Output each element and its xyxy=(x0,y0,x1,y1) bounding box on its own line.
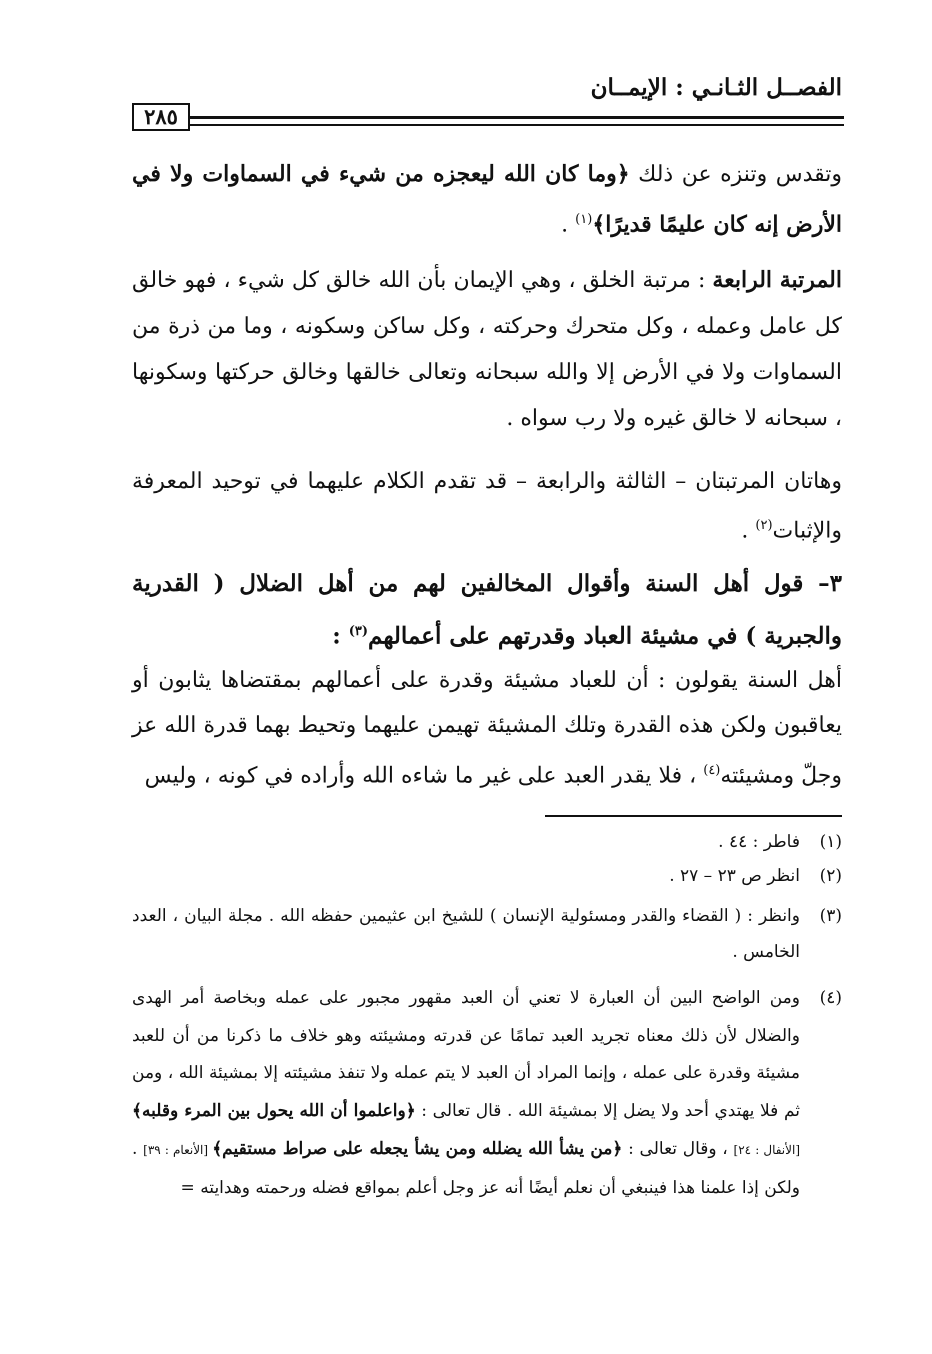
fn4-text-c: . ولكن إذا علمنا هذا فينبغي أن نعلم أيضًا أنه عز وجل أعلم بمواقع فضله ورحمته وهدايته = xyxy=(132,1139,800,1198)
paragraph-1 xyxy=(132,152,842,247)
p1-end: . xyxy=(561,212,576,238)
footnote-separator xyxy=(545,815,842,817)
section-heading xyxy=(132,560,842,661)
running-title: الفصــل الثـانـي : الإيمــان xyxy=(590,74,842,101)
footnote-ref-3[interactable]: (٣) xyxy=(348,624,369,639)
fn4-ref-1: [الأنفال : ٢٤] xyxy=(733,1143,801,1157)
section-heading-text: ٣– قول أهل السنة وأقوال المخالفين لهم من أهل الضلال ( القدرية والجبرية ) في مشيئة العباد وقدرتهم على أعمالهم xyxy=(132,570,842,650)
footnote-text: وانظر : ( القضاء والقدر ومسئولية الإنسان ) للشيخ ابن عثيمين حفظه الله . مجلة البيان ، العدد الخامس . xyxy=(132,906,800,962)
p1-quran-quote: ﴿وما كان الله ليعجزه من شيء في السماوات ولا في الأرض إنه كان عليمًا قديرًا﴾ xyxy=(132,161,842,238)
header-rule-thick xyxy=(190,116,844,119)
paragraph-3 xyxy=(132,460,842,553)
footnote-number: (٢) xyxy=(819,866,842,886)
footnote-3 xyxy=(132,898,842,970)
p2-heading: المرتبة الرابعة xyxy=(712,267,842,293)
fn4-quran-quote-2: ﴿من يشأ الله يضلله ومن يشأ يجعله على صراط مستقيم﴾ xyxy=(212,1139,623,1159)
p5-text: أهل السنة يقولون : أن للعباد مشيئة وقدرة على أعمالهم بمقتضاها يثابون أو يعاقبون ولكن هذه القدرة وتلك المشيئة تهيمن عليهما وتحيط بهما قدرة الله عز وجلّ ومشيئته xyxy=(132,668,842,789)
footnote-number: (٣) xyxy=(819,906,842,926)
p2-text: : مرتبة الخلق ، وهي الإيمان بأن الله خالق كل شيء ، فهو خالق كل عامل وعمله ، وكل متحرك وحركته ، وكل ساكن وسكونه ، وما من ذرة من السماوات ولا في الأرض إلا والله سبحانه وتعالى خالقها وخالق حركتها وسكونها ، سبحانه لا خالق غيره ولا رب سواه . xyxy=(132,268,842,431)
footnote-ref-2[interactable]: (٢) xyxy=(755,518,773,533)
paragraph-2 xyxy=(132,257,842,442)
fn4-ref-2: [الأنعام : ٣٩] xyxy=(143,1143,213,1157)
section-heading-end: : xyxy=(332,622,349,650)
footnote-text: فاطر : ٤٤ . xyxy=(718,832,800,852)
footnote-1 xyxy=(132,826,842,858)
fn4-text-b: ، وقال تعالى : xyxy=(622,1139,734,1159)
fn4-quran-quote-1: ﴿واعلموا أن الله يحول بين المرء وقلبه﴾ xyxy=(132,1100,416,1121)
footnote-text xyxy=(132,980,800,1207)
paragraph-5 xyxy=(132,658,842,798)
p5-end: ، فلا يقدر العبد على غير ما شاءه الله وأراده في كونه ، وليس xyxy=(144,763,704,789)
footnote-2 xyxy=(132,860,842,892)
footnote-number: (٤) xyxy=(819,988,842,1008)
p1-text: وتقدس وتنزه عن ذلك xyxy=(629,162,842,187)
footnote-text: انظر ص ٢٣ – ٢٧ . xyxy=(669,866,800,886)
header-rule-thin xyxy=(190,124,844,126)
footnote-4 xyxy=(132,980,842,1207)
footnote-ref-4[interactable]: (٤) xyxy=(703,763,721,778)
footnote-number: (١) xyxy=(819,832,842,852)
footnote-ref-1[interactable]: (١) xyxy=(575,212,593,227)
page-number: ٢٨٥ xyxy=(132,103,190,131)
p3-text: وهاتان المرتبتان – الثالثة والرابعة – قد تقدم الكلام عليهما في توحيد المعرفة والإثبات xyxy=(132,469,842,544)
p3-end: . xyxy=(741,518,756,544)
fn4-text-a: ومن الواضح البين أن العبارة لا تعني أن العبد مقهور مجبور على عمله وبخاصة أمر الهدى والضلال لأن ذلك معناه تجريد العبد تمامًا عن قدرته ومشيئته وهو خلاف ما ذكرنا من أن للعبد مشيئة وقدرة على عمله ، وإنما المراد أن العبد لا يتم عمله ولا تنفذ مشيئته إلا بمشيئة الله ، ومن ثم فلا يهتدي أحد ولا يضل إلا بمشيئة الله . قال تعالى : xyxy=(132,988,800,1121)
